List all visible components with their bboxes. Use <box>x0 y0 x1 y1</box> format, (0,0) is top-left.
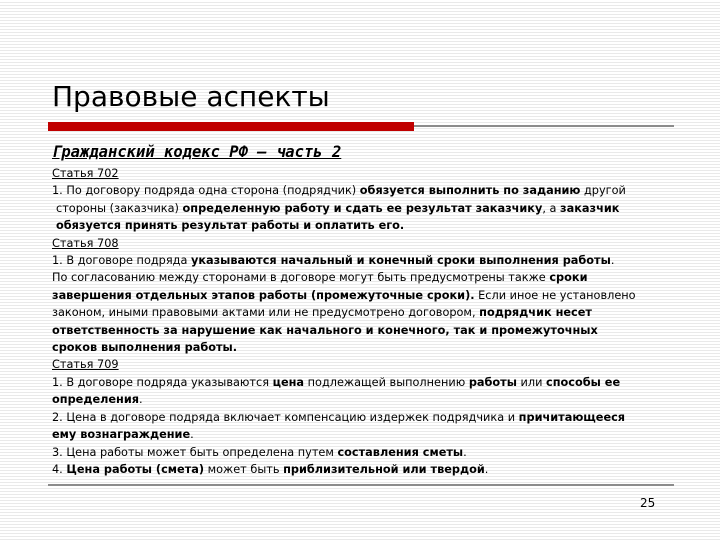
text-run: стороны (заказчика) <box>56 201 183 215</box>
body-line <box>52 252 682 269</box>
bold-text: определения <box>52 393 140 407</box>
title-accent-bar <box>48 122 414 131</box>
body-line <box>52 287 682 304</box>
bold-text: завершения отдельных этапов работы (промежуточные сроки). <box>52 288 475 302</box>
slide-title: Правовые аспекты <box>52 80 330 113</box>
bold-text: цена <box>272 375 305 389</box>
body-line <box>52 339 682 356</box>
bold-text: сроков выполнения работы. <box>52 341 238 355</box>
bold-text: сроки <box>549 271 588 285</box>
bold-text: обязуется выполнить по заданию <box>359 184 581 198</box>
text-run: Если иное не установлено <box>474 288 636 302</box>
article-heading <box>52 356 682 373</box>
footer-divider-line <box>48 484 674 486</box>
bold-text: способы ее <box>546 375 621 389</box>
body-line <box>52 269 682 286</box>
body-line <box>52 409 682 426</box>
text-run: 3. Цена работы может быть определена путем <box>52 445 338 459</box>
text-run: 1. В договоре подряда указываются <box>52 375 273 389</box>
text-run: . <box>139 393 143 407</box>
text-run: законом, иными правовыми актами или не предусмотрено договором, <box>52 306 480 320</box>
text-run: подлежащей выполнению <box>304 375 469 389</box>
body-line <box>52 217 682 234</box>
bold-text: приблизительной или твердой <box>283 462 485 476</box>
text-run: 1. В договоре подряда <box>52 254 191 268</box>
slide-subtitle: Гражданский кодекс РФ – часть 2 <box>52 143 342 161</box>
body-line <box>52 391 682 408</box>
body-line <box>52 426 682 443</box>
article-label: Статья 709 <box>52 358 119 372</box>
title-divider-line <box>414 125 674 127</box>
bold-text: указываются начальный и конечный сроки выполнения работы <box>190 254 611 268</box>
slide-content <box>52 141 682 478</box>
bold-text: подрядчик несет <box>479 306 592 320</box>
text-run: . <box>610 254 615 268</box>
body-line <box>52 200 682 217</box>
text-run: , а <box>542 201 561 215</box>
bold-text: определенную работу и сдать ее результат заказчику <box>182 201 543 215</box>
slide-number: 25 <box>640 496 656 510</box>
bold-text: причитающееся <box>518 410 626 424</box>
text-run: . <box>484 462 489 476</box>
bold-text: обязуется принять результат работы и оплатить его. <box>56 219 405 233</box>
body-line <box>52 304 682 321</box>
article-label: Статья 702 <box>52 167 119 180</box>
article-heading <box>52 235 682 252</box>
text-run: другой <box>580 184 626 198</box>
body-line <box>52 444 682 461</box>
text-run: . <box>463 445 467 459</box>
text-run: или <box>516 375 547 389</box>
text-run: По согласованию между сторонами в договоре могут быть предусмотрены также <box>52 271 550 285</box>
body-line <box>52 374 682 391</box>
bold-text: ему вознаграждение <box>52 428 191 442</box>
bold-text: Цена работы (смета) <box>66 462 205 476</box>
bold-text: ответственность за нарушение как начального и конечного, так и промежуточных <box>52 323 598 337</box>
body-line <box>52 182 682 199</box>
bold-text: работы <box>468 375 517 389</box>
bold-text: заказчик <box>560 201 620 215</box>
text-run: может быть <box>204 462 284 476</box>
text-run: 2. Цена в договоре подряда включает компенсацию издержек подрядчика и <box>52 410 519 424</box>
text-run: 1. По договору подряда одна сторона (подрядчик) <box>52 184 360 198</box>
bold-text: составления сметы <box>337 445 464 459</box>
article-heading <box>52 165 682 182</box>
text-run: . <box>190 428 194 442</box>
body-line <box>52 461 682 478</box>
body-line <box>52 322 682 339</box>
article-label: Статья 708 <box>52 236 119 250</box>
text-run: 4. <box>52 462 67 476</box>
body-text <box>52 165 682 478</box>
